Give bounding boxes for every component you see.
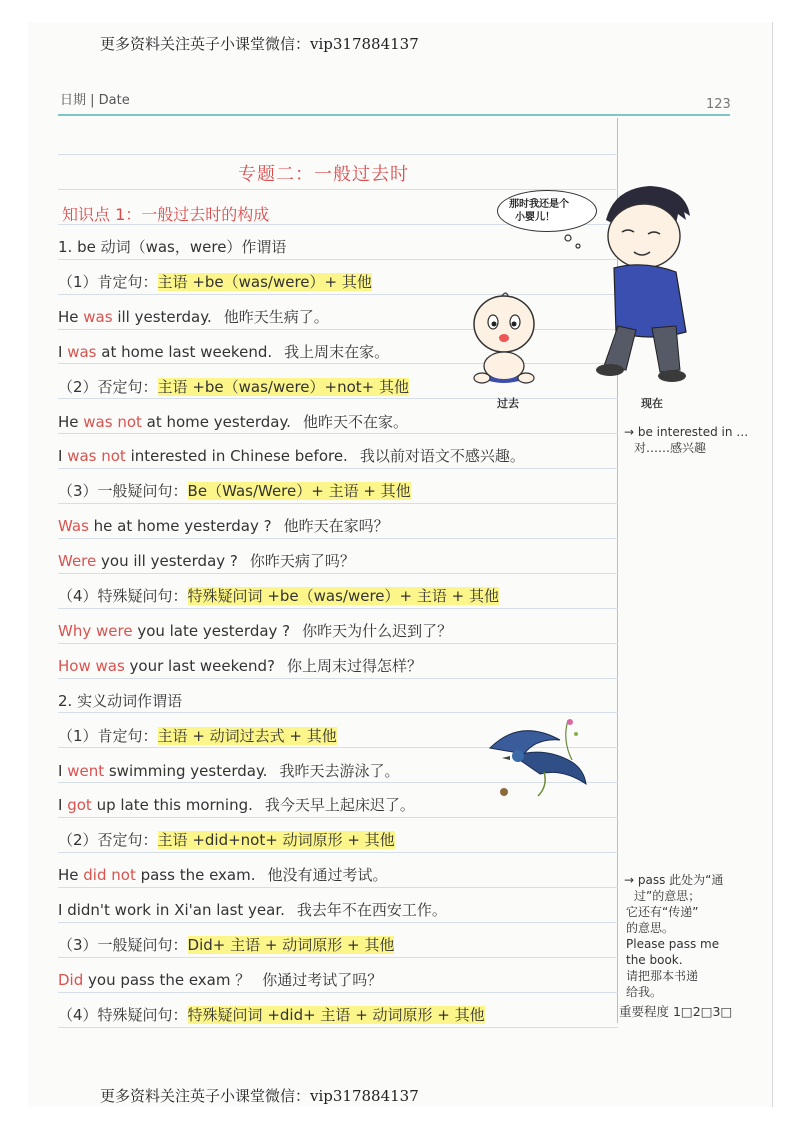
sentence-pattern: 特殊疑问词 +did+ 主语 + 动词原形 + 其他 <box>187 1006 485 1024</box>
sentence-pattern: 主语 +did+not+ 动词原形 + 其他 <box>157 831 395 849</box>
verb-form: Was <box>58 517 89 535</box>
line-text: 2. 实义动词作谓语 <box>58 692 183 710</box>
sentence-pattern: Be（Was/Were）+ 主语 + 其他 <box>187 482 411 500</box>
line-text: at home last weekend. <box>96 343 273 361</box>
lesson-line <box>58 480 411 501</box>
ruled-line <box>58 852 618 853</box>
verb-form: got <box>67 796 92 814</box>
chinese-translation: 我以前对语文不感兴趣。 <box>359 447 525 465</box>
ruled-line <box>58 992 618 993</box>
line-text: （4）特殊疑问句： <box>58 587 188 605</box>
chinese-translation: 他没有通过考试。 <box>267 866 388 884</box>
lesson-line <box>58 306 329 327</box>
lesson-line <box>58 236 286 257</box>
speech-bubble-text <box>509 198 569 224</box>
ruled-line <box>58 573 618 574</box>
line-text: interested in Chinese before. <box>125 447 348 465</box>
lesson-line <box>58 655 422 676</box>
margin-note-line: → be interested in … <box>624 425 749 439</box>
lesson-line <box>58 690 182 711</box>
boy-icon <box>592 180 700 390</box>
chinese-translation: 你昨天病了吗？ <box>249 552 355 570</box>
margin-note-line: 对……感兴趣 <box>634 441 707 455</box>
lesson-line <box>58 1004 485 1025</box>
margin-note-line: 请把那本书递 <box>626 969 699 983</box>
ruled-line <box>58 433 618 434</box>
sentence-pattern: Did+ 主语 + 动词原形 + 其他 <box>187 936 395 954</box>
margin-note-line: 给我。 <box>626 985 663 999</box>
ruled-line <box>58 887 618 888</box>
line-text: you ill yesterday ? <box>96 552 238 570</box>
speech-bubble-line: 那时我还是个 <box>509 199 569 210</box>
page-number: 123 <box>706 97 731 112</box>
lesson-line <box>58 445 525 466</box>
chinese-translation: 你昨天为什么迟到了？ <box>302 622 453 640</box>
chinese-translation: 他昨天在家吗？ <box>283 517 389 535</box>
lesson-line <box>58 271 372 292</box>
ruled-line <box>58 957 618 958</box>
line-text: （3）一般疑问句： <box>58 482 188 500</box>
verb-form: Were <box>58 552 97 570</box>
margin-note-line: → pass 此处为“通 <box>624 873 724 887</box>
line-text: pass the exam. <box>135 866 256 884</box>
verb-form: was not <box>83 413 142 431</box>
line-text: （2）否定句： <box>58 378 158 396</box>
ruled-line <box>58 608 618 609</box>
ruled-line <box>58 503 618 504</box>
lesson-line <box>58 376 409 397</box>
line-text: up late this morning. <box>91 796 253 814</box>
chinese-translation: 我昨天去游泳了。 <box>279 762 400 780</box>
margin-note-line: 它还有“传递” <box>626 905 699 919</box>
lesson-line <box>58 794 415 815</box>
lesson-line <box>58 341 389 362</box>
ruled-line <box>58 538 618 539</box>
line-text: swimming yesterday. <box>104 762 268 780</box>
date-label: 日期 | Date <box>60 93 130 108</box>
line-text: He <box>58 308 84 326</box>
line-text: 1. be 动词（was，were）作谓语 <box>58 238 287 256</box>
line-text: ill yesterday. <box>112 308 212 326</box>
bubble-tail-icon <box>560 232 586 252</box>
lesson-line <box>58 515 389 536</box>
chinese-translation: 我今天早上起床迟了。 <box>264 796 415 814</box>
lesson-line <box>58 969 382 990</box>
line-text: at home yesterday. <box>141 413 291 431</box>
header-rule <box>58 114 730 116</box>
lesson-line <box>58 411 408 432</box>
sentence-pattern: 主语 + 动词过去式 + 其他 <box>157 727 337 745</box>
verb-form: Did <box>58 971 84 989</box>
line-text: （1）肯定句： <box>58 727 158 745</box>
line-text: He <box>58 866 84 884</box>
line-text: （2）否定句： <box>58 831 158 849</box>
line-text: I <box>58 343 68 361</box>
ruled-line <box>58 817 618 818</box>
lesson-line <box>58 829 395 850</box>
line-text: you pass the exam ？ <box>83 971 251 989</box>
margin-note-line: the book. <box>626 953 683 967</box>
line-text: I <box>58 447 68 465</box>
margin-note-line: Please pass me <box>626 937 720 951</box>
past-caption: 过去 <box>497 397 519 410</box>
verb-form: went <box>67 762 105 780</box>
lesson-line <box>58 620 452 641</box>
chinese-translation: 他昨天生病了。 <box>223 308 329 326</box>
lesson-line <box>58 934 394 955</box>
margin-note-interested <box>624 424 748 456</box>
verb-form: did not <box>83 866 136 884</box>
lesson-line <box>58 864 388 885</box>
verb-form: Why were <box>58 622 133 640</box>
line-text: I didn't work in Xi'an last year. <box>58 901 285 919</box>
chinese-translation: 他昨天不在家。 <box>302 413 408 431</box>
line-text: （1）肯定句： <box>58 273 158 291</box>
speech-bubble-line: 小婴儿！ <box>515 212 555 223</box>
watermark-bottom: 更多资料关注英子小课堂微信：vip317884137 <box>100 1087 419 1105</box>
importance-rating: 重要程度 1□2□3□ <box>619 1004 733 1019</box>
watermark-top: 更多资料关注英子小课堂微信：vip317884137 <box>100 35 419 53</box>
lesson-line <box>58 760 399 781</box>
verb-form: was not <box>67 447 126 465</box>
line-text: your last weekend? <box>124 657 275 675</box>
ruled-line <box>58 643 618 644</box>
page-title: 专题二：一般过去时 <box>238 164 409 185</box>
margin-note-line: 过”的意思； <box>634 889 701 903</box>
line-text: He <box>58 413 84 431</box>
bird-icon <box>484 712 592 804</box>
margin-note-line: 的意思。 <box>626 921 675 935</box>
ruled-line <box>58 922 618 923</box>
verb-form: was <box>67 343 97 361</box>
verb-form: How was <box>58 657 125 675</box>
chinese-translation: 我上周末在家。 <box>284 343 390 361</box>
lesson-line <box>58 725 337 746</box>
ruled-line <box>58 398 618 399</box>
ruled-line <box>58 259 618 260</box>
knowledge-point-heading: 知识点 1：一般过去时的构成 <box>62 205 270 224</box>
lesson-line <box>58 899 447 920</box>
sentence-pattern: 特殊疑问词 +be（was/were）+ 主语 + 其他 <box>187 587 499 605</box>
ruled-line <box>58 468 618 469</box>
now-caption: 现在 <box>641 397 663 410</box>
sentence-pattern: 主语 +be（was/were）+ 其他 <box>157 273 372 291</box>
line-text: （4）特殊疑问句： <box>58 1006 188 1024</box>
ruled-line <box>58 1027 618 1028</box>
sentence-pattern: 主语 +be（was/were）+not+ 其他 <box>157 378 409 396</box>
margin-note-pass <box>624 872 723 1000</box>
lesson-line <box>58 585 499 606</box>
verb-form: was <box>83 308 113 326</box>
ruled-line <box>58 678 618 679</box>
chinese-translation: 我去年不在西安工作。 <box>296 901 447 919</box>
lesson-line <box>58 550 355 571</box>
line-text: I <box>58 796 68 814</box>
baby-icon <box>462 290 546 386</box>
line-text: he at home yesterday ? <box>88 517 272 535</box>
line-text: you late yesterday ? <box>132 622 291 640</box>
ruled-line <box>58 154 618 155</box>
chinese-translation: 你通过考试了吗？ <box>262 971 383 989</box>
chinese-translation: 你上周末过得怎样？ <box>286 657 422 675</box>
line-text: （3）一般疑问句： <box>58 936 188 954</box>
line-text: I <box>58 762 68 780</box>
